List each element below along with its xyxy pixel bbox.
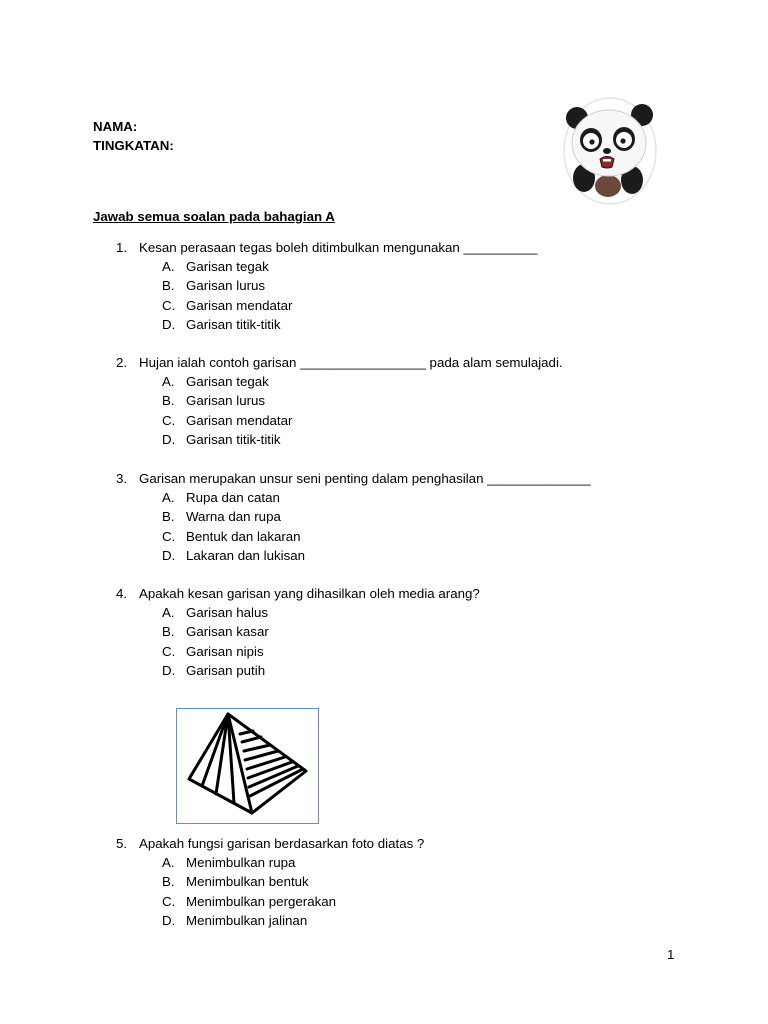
option-letter: C. (162, 528, 176, 544)
option (162, 372, 676, 391)
option (162, 315, 676, 334)
option-text: Lakaran dan lukisan (186, 547, 306, 563)
option (162, 488, 676, 507)
pyramid-line-drawing (177, 709, 318, 823)
option-letter: C. (162, 643, 176, 659)
option-letter: D. (162, 431, 176, 447)
panda-sticker (560, 96, 660, 206)
question-4 (116, 584, 676, 680)
option-text: Garisan putih (186, 662, 266, 678)
option-letter: B. (162, 874, 175, 890)
question-number: 3. (116, 471, 128, 486)
question-number: 4. (116, 586, 128, 601)
option-letter: A. (162, 855, 175, 871)
option (162, 296, 676, 315)
option (162, 546, 676, 565)
option-text: Garisan lurus (186, 278, 266, 294)
option-letter: D. (162, 547, 176, 563)
option-text: Rupa dan catan (186, 490, 280, 506)
option (162, 911, 676, 930)
option (162, 642, 676, 661)
question-text: Apakah fungsi garisan berdasarkan foto diatas ? (139, 836, 425, 851)
option-text: Garisan lurus (186, 393, 266, 409)
question-number: 2. (116, 355, 128, 370)
option-letter: B. (162, 624, 175, 640)
option-letter: A. (162, 490, 175, 506)
option (162, 603, 676, 622)
option-letter: D. (162, 912, 176, 928)
option-text: Garisan halus (186, 605, 269, 621)
option-text: Garisan titik-titik (186, 316, 281, 332)
question-1 (116, 238, 676, 334)
option (162, 622, 676, 641)
pyramid-figure (176, 708, 319, 824)
option-text: Garisan nipis (186, 643, 264, 659)
option-letter: A. (162, 374, 175, 390)
option-text: Garisan mendatar (186, 297, 293, 313)
option (162, 892, 676, 911)
option-text: Garisan tegak (186, 374, 269, 390)
question-number: 5. (116, 836, 128, 851)
option-letter: D. (162, 662, 176, 678)
option-letter: A. (162, 259, 175, 275)
option-letter: C. (162, 297, 176, 313)
option-letter: B. (162, 509, 175, 525)
page-number: 1 (667, 947, 675, 962)
option (162, 507, 676, 526)
option (162, 391, 676, 410)
option-text: Bentuk dan lakaran (186, 528, 301, 544)
option-letter: C. (162, 412, 176, 428)
question-text: Kesan perasaan tegas boleh ditimbulkan mengunakan __________ (139, 240, 538, 255)
option-letter: D. (162, 316, 176, 332)
option-letter: B. (162, 278, 175, 294)
option (162, 430, 676, 449)
question-text: Apakah kesan garisan yang dihasilkan oleh media arang? (139, 586, 480, 601)
option-text: Garisan mendatar (186, 412, 293, 428)
option-text: Warna dan rupa (186, 509, 281, 525)
question-number: 1. (116, 240, 128, 255)
option-text: Menimbulkan bentuk (186, 874, 309, 890)
question-3 (116, 469, 676, 565)
option-letter: A. (162, 605, 175, 621)
option (162, 257, 676, 276)
option-text: Menimbulkan rupa (186, 855, 296, 871)
option-letter: C. (162, 893, 176, 909)
question-2 (116, 353, 676, 449)
level-label: TINGKATAN: (93, 138, 174, 153)
option-text: Garisan tegak (186, 259, 269, 275)
option-letter: B. (162, 393, 175, 409)
option-text: Garisan titik-titik (186, 431, 281, 447)
section-instruction: Jawab semua soalan pada bahagian A (93, 209, 335, 224)
option-text: Menimbulkan jalinan (186, 912, 308, 928)
option (162, 872, 676, 891)
name-label: NAMA: (93, 119, 138, 134)
option (162, 853, 676, 872)
option (162, 411, 676, 430)
option (162, 276, 676, 295)
question-5 (116, 834, 676, 930)
question-text: Garisan merupakan unsur seni penting dalam penghasilan ______________ (139, 471, 591, 486)
option-text: Garisan kasar (186, 624, 269, 640)
option (162, 527, 676, 546)
option-text: Menimbulkan pergerakan (186, 893, 337, 909)
question-text: Hujan ialah contoh garisan _________________ pada alam semulajadi. (139, 355, 563, 370)
option (162, 661, 676, 680)
